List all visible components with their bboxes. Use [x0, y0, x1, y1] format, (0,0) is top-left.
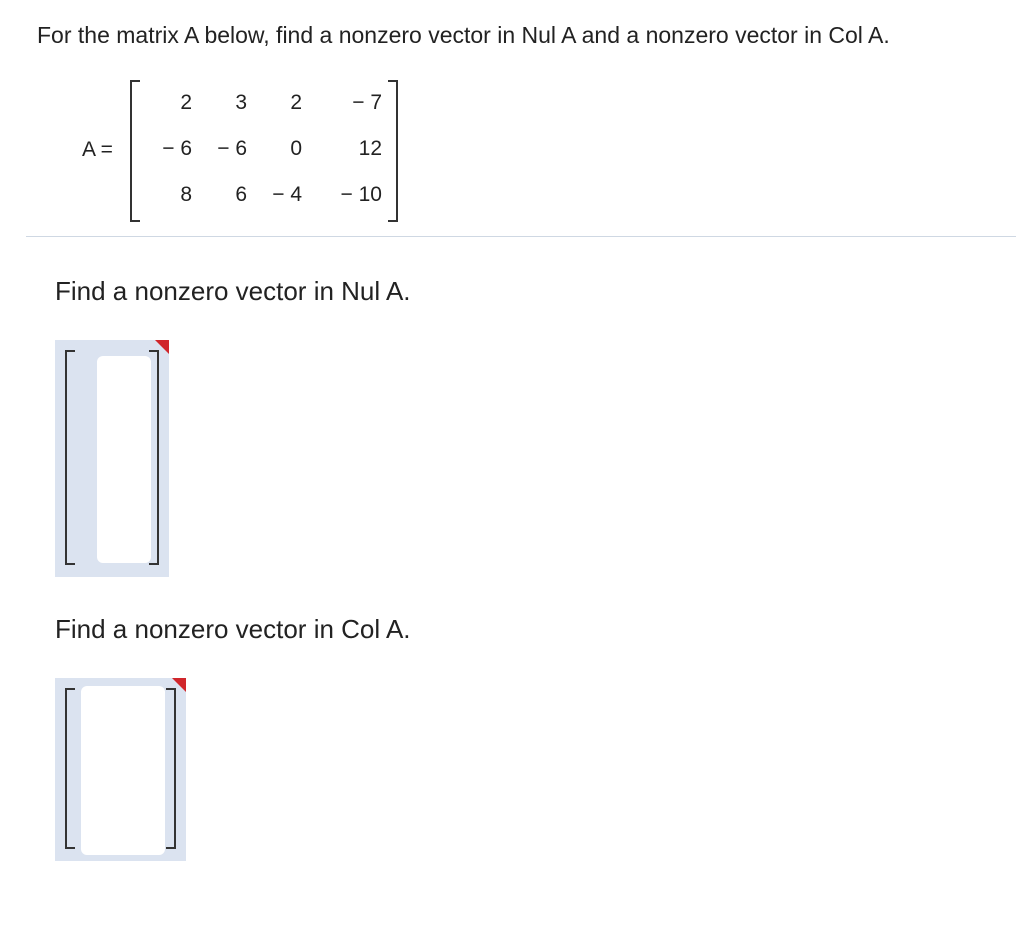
matrix-cell: 2	[290, 91, 302, 114]
matrix-grid	[142, 80, 392, 220]
matrix-cell: − 7	[352, 91, 382, 114]
col-vector-input[interactable]	[81, 686, 165, 855]
vector-left-bracket	[65, 688, 75, 849]
matrix-body	[130, 80, 398, 220]
vector-left-bracket	[65, 350, 75, 565]
matrix-cell: − 10	[340, 183, 382, 206]
matrix-cell: − 6	[217, 137, 247, 160]
matrix-cell: 3	[235, 91, 247, 114]
nul-question-text: Find a nonzero vector in Nul A.	[55, 276, 411, 306]
matrix-cell: − 6	[162, 137, 192, 160]
matrix-cell: 6	[235, 183, 247, 206]
col-answer-box[interactable]	[55, 678, 186, 861]
matrix-cell: 0	[290, 137, 302, 160]
vector-right-bracket	[149, 350, 159, 565]
right-bracket	[388, 80, 398, 222]
incomplete-flag-icon	[155, 340, 169, 354]
nul-answer-box[interactable]	[55, 340, 169, 577]
matrix-label: A =	[82, 138, 113, 161]
problem-prompt: For the matrix A below, find a nonzero vector in Nul A and a nonzero vector in Col A.	[37, 22, 890, 48]
matrix-cell: 12	[358, 137, 382, 160]
section-divider	[26, 236, 1016, 237]
left-bracket	[130, 80, 140, 222]
matrix-cell: − 4	[272, 183, 302, 206]
nul-vector-input[interactable]	[97, 356, 151, 563]
vector-right-bracket	[166, 688, 176, 849]
col-question-text: Find a nonzero vector in Col A.	[55, 614, 411, 644]
matrix-cell: 8	[180, 183, 192, 206]
matrix-a	[82, 80, 398, 220]
matrix-cell: 2	[180, 91, 192, 114]
incomplete-flag-icon	[172, 678, 186, 692]
